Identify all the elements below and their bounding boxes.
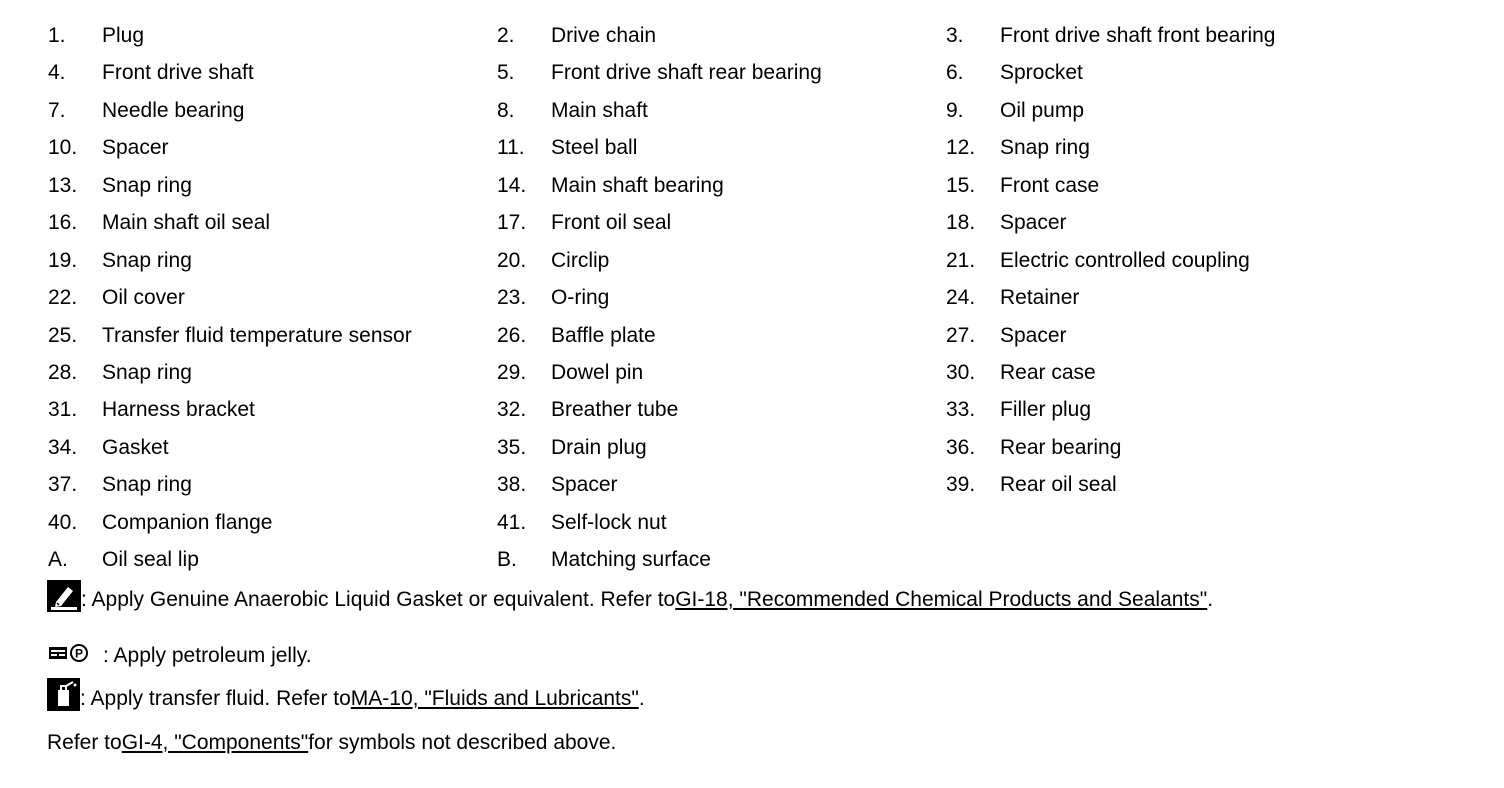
legend-item-number: 5. [497,61,515,85]
legend-item-label: Main shaft oil seal [102,211,271,235]
legend-item-number: 18. [946,211,976,235]
legend-item-number: 39. [946,473,976,497]
legend-row [48,54,1468,91]
legend-item-number: 20. [497,248,527,272]
legend-item-number: 8. [497,98,515,122]
transfer-fluid-note-text: : Apply transfer fluid. Refer to [80,687,351,710]
legend-item-number: 15. [946,173,976,197]
legend-item-number: 33. [946,398,976,422]
legend-item-number: 11. [497,136,525,160]
gasket-reference-link[interactable]: GI-18, "Recommended Chemical Products and Sealants" [675,588,1208,611]
legend-item-label: Rear bearing [1000,435,1122,459]
legend-item-number: 29. [497,360,527,384]
legend-item-number: 27. [946,323,976,347]
legend-item-label: Baffle plate [551,323,656,347]
legend-item-label: Electric controlled coupling [1000,248,1250,272]
legend-item-number: 34. [48,435,78,459]
legend-row [48,279,1468,316]
petroleum-note [47,641,312,671]
legend-item-number: B. [497,548,517,572]
refer-note-end: for symbols not described above. [308,731,617,754]
legend-item-label: Self-lock nut [551,510,667,534]
refer-note [47,728,616,758]
legend-row [48,504,1468,541]
gasket-note [47,585,1213,615]
legend-item-number: 19. [48,248,78,272]
legend-item-label: Spacer [102,136,169,160]
legend-item-label: Main shaft bearing [551,173,724,197]
legend-item-number: 10. [48,136,78,160]
legend-item-label: Snap ring [102,248,192,272]
legend-item-number: 4. [48,61,66,85]
legend-item-number: 28. [48,360,78,384]
legend-item-label: Front drive shaft front bearing [1000,24,1276,47]
legend-row [48,541,1468,578]
legend-item-number: A. [48,548,68,572]
legend-item-number: 17. [497,211,527,235]
legend-row [48,354,1468,391]
legend-item-label: Transfer fluid temperature sensor [102,323,412,347]
legend-row [48,317,1468,354]
legend-item-number: 3. [946,24,964,47]
legend-row [48,129,1468,166]
legend-item-label: Front drive shaft [102,61,254,85]
components-link[interactable]: GI-4, "Components" [121,731,309,754]
legend-item-label: Plug [102,24,145,47]
legend-item-label: Main shaft [551,98,648,122]
legend-item-label: Drain plug [551,435,647,459]
svg-text:P: P [74,646,84,661]
legend-item-label: Companion flange [102,510,273,534]
legend-item-number: 32. [497,398,527,422]
legend-row [48,391,1468,428]
gasket-note-text: : Apply Genuine Anaerobic Liquid Gasket or equivalent. Refer to [81,588,676,611]
legend-row [48,167,1468,204]
legend-row [48,242,1468,279]
legend-item-label: Snap ring [1000,136,1090,160]
legend-item-number: 26. [497,323,527,347]
legend-item-label: Sprocket [1000,61,1083,85]
legend-item-number: 31. [48,398,78,422]
legend-item-number: 24. [946,286,976,310]
legend-item-label: Snap ring [102,173,192,197]
legend-item-number: 2. [497,24,515,47]
legend-item-label: Filler plug [1000,398,1092,422]
legend-item-number: 35. [497,435,527,459]
legend-item-label: Rear oil seal [1000,473,1117,497]
transfer-fluid-icon [47,678,80,711]
legend-item-number: 14. [497,173,527,197]
gasket-note-end: . [1207,588,1214,611]
parts-legend [48,17,1468,579]
legend-item-label: O-ring [551,286,610,310]
legend-item-number: 38. [497,473,527,497]
legend-row [48,466,1468,503]
legend-item-label: Oil pump [1000,98,1085,122]
legend-item-label: Circlip [551,248,610,272]
legend-item-number: 36. [946,435,976,459]
legend-item-label: Steel ball [551,136,638,160]
legend-item-number: 7. [48,98,66,122]
legend-item-label: Snap ring [102,473,192,497]
legend-item-number: 40. [48,510,78,534]
legend-item-label: Snap ring [102,360,192,384]
legend-item-label: Front oil seal [551,211,672,235]
legend-item-number: 25. [48,323,78,347]
legend-row [48,92,1468,129]
legend-item-label: Breather tube [551,398,679,422]
legend-item-number: 12. [946,136,976,160]
petroleum-note-text: : Apply petroleum jelly. [103,644,312,667]
legend-item-label: Drive chain [551,24,657,47]
legend-item-number: 9. [946,98,964,122]
petroleum-jelly-icon [47,642,103,664]
legend-item-label: Spacer [1000,323,1067,347]
legend-item-label: Oil seal lip [102,548,199,572]
transfer-fluid-note-end: . [638,687,645,710]
legend-item-number: 30. [946,360,976,384]
fluids-lubricants-link[interactable]: MA-10, "Fluids and Lubricants" [350,687,639,710]
legend-item-label: Needle bearing [102,98,245,122]
legend-item-number: 22. [48,286,78,310]
legend-row [48,429,1468,466]
legend-item-label: Gasket [102,435,169,459]
refer-note-start: Refer to [47,731,122,754]
legend-item-label: Spacer [551,473,618,497]
legend-item-number: 13. [48,173,78,197]
legend-item-number: 37. [48,473,78,497]
transfer-fluid-note [47,684,645,714]
legend-item-label: Spacer [1000,211,1067,235]
legend-item-label: Oil cover [102,286,185,310]
legend-item-label: Front drive shaft rear bearing [551,61,822,85]
legend-item-number: 41. [497,510,527,534]
legend-row [48,204,1468,241]
gasket-icon [47,580,81,612]
legend-item-label: Dowel pin [551,360,644,384]
legend-item-label: Front case [1000,173,1100,197]
legend-item-number: 16. [48,211,78,235]
legend-item-number: 1. [48,24,66,47]
legend-item-label: Retainer [1000,286,1080,310]
legend-item-label: Rear case [1000,360,1096,384]
legend-item-label: Matching surface [551,548,711,572]
legend-item-number: 21. [946,248,976,272]
legend-row [48,17,1468,54]
legend-item-label: Harness bracket [102,398,255,422]
legend-item-number: 6. [946,61,964,85]
legend-item-number: 23. [497,286,527,310]
